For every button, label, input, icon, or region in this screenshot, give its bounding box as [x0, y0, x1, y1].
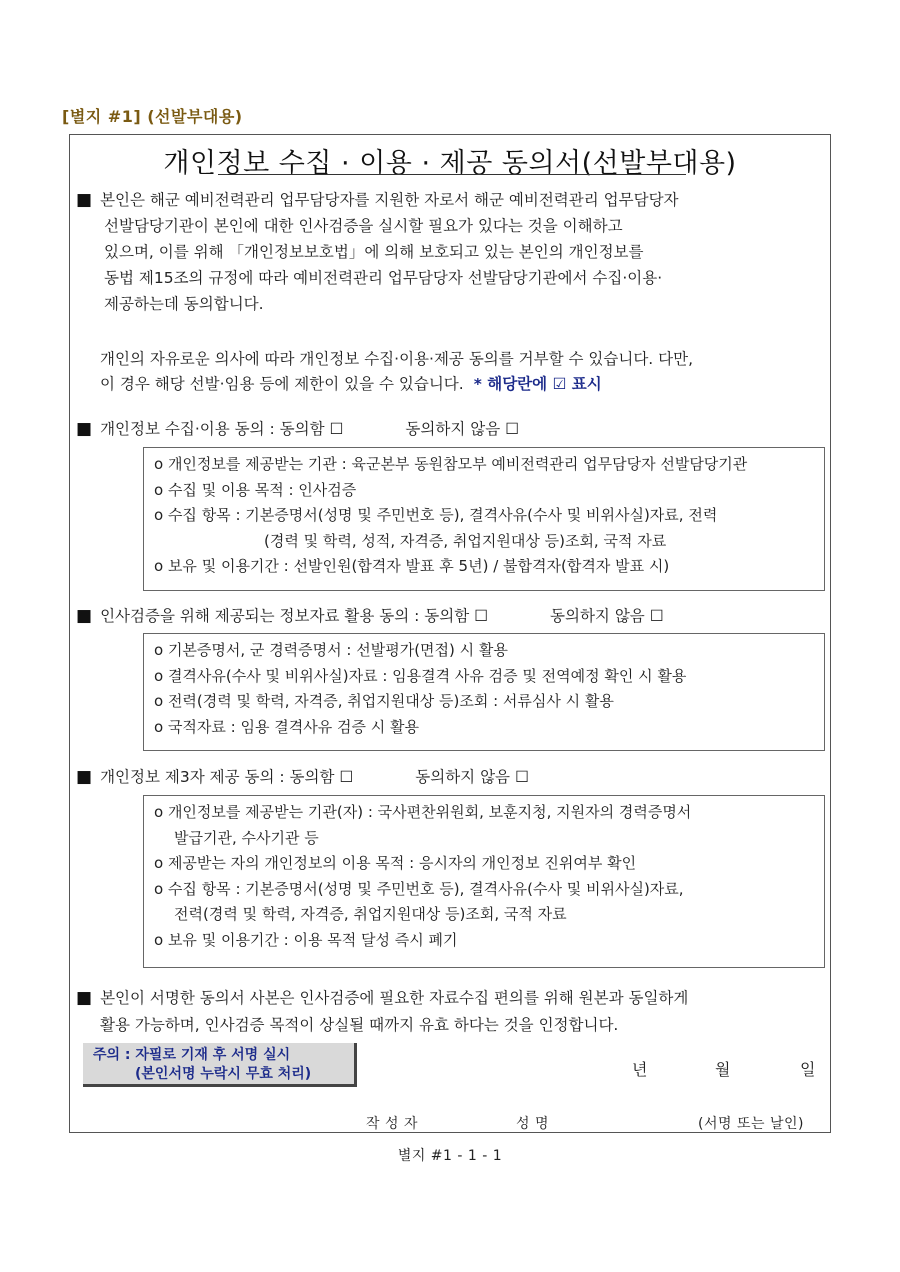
note-line: 이 경우 해당 선발·임용 등에 제한이 있을 수 있습니다. [100, 375, 464, 393]
writer-label: 작 성 자 [366, 1116, 418, 1132]
square-bullet-icon: ■ [76, 767, 93, 787]
detail-item: o 개인정보를 제공받는 기관 : 육군본부 동원참모부 예비전력관리 업무담당자 선발담당기관 [154, 455, 748, 473]
agree-checkbox[interactable]: 인사검증을 위해 제공되는 정보자료 활용 동의 : 동의함 ☐ [100, 607, 489, 625]
intro-line: 동법 제15조의 규정에 따라 예비전력관리 업무담당자 선발담당기관에서 수집·이용· [104, 269, 663, 287]
square-bullet-icon: ■ [76, 606, 93, 626]
signature-field[interactable]: (서명 또는 날인) [698, 1116, 804, 1132]
detail-item: o 국적자료 : 임용 결격사유 검증 시 활용 [154, 717, 419, 736]
section-third-party-consent [76, 765, 529, 789]
intro-paragraph [76, 187, 679, 317]
third-party-details-box [143, 795, 825, 968]
consent-form [69, 134, 831, 1133]
section-verification-consent [76, 604, 664, 628]
detail-item: o 제공받는 자의 개인정보의 이용 목적 : 응시자의 개인정보 진위여부 확인 [154, 854, 637, 872]
caution-line: 주의 : 자필로 기재 후 서명 실시 [93, 1047, 291, 1063]
detail-item: o 보유 및 이용기간 : 선발인원(합격자 발표 후 5년) / 불합격자(합격자 발표 시) [154, 557, 670, 575]
final-statement [76, 985, 688, 1039]
refusal-note [100, 347, 693, 397]
check-hint: * 해당란에 ☑ 표시 [473, 375, 602, 393]
square-bullet-icon: ■ [76, 190, 93, 210]
final-line: 활용 가능하며, 인사검증 목적이 상실될 때까지 유효 하다는 것을 인정합니다. [100, 1016, 619, 1034]
intro-line: 본인은 해군 예비전력관리 업무담당자를 지원한 자로서 해군 예비전력관리 업무담당자 [100, 191, 679, 209]
form-title: 개인정보 수집 · 이용 · 제공 동의서(선발부대용) [163, 148, 737, 179]
appendix-label: [별지 #1] (선발부대용) [62, 107, 243, 126]
caution-box [83, 1043, 357, 1087]
title-underline [218, 174, 686, 175]
date-day-field[interactable]: 일 [800, 1060, 816, 1079]
detail-item: o 개인정보를 제공받는 기관(자) : 국사편찬위원회, 보훈지청, 지원자의 경력증명서 [154, 803, 692, 821]
detail-item: o 수집 항목 : 기본증명서(성명 및 주민번호 등), 결격사유(수사 및 비위사실)자료, [154, 879, 684, 898]
detail-item: o 기본증명서, 군 경력증명서 : 선발평가(면접) 시 활용 [154, 641, 508, 659]
date-year-field[interactable]: 년 [632, 1060, 648, 1079]
note-line: 개인의 자유로운 의사에 따라 개인정보 수집·이용·제공 동의를 거부할 수 있습니다. 다만, [100, 350, 694, 368]
detail-item: o 보유 및 이용기간 : 이용 목적 달성 즉시 폐기 [154, 930, 458, 949]
page-number: 별지 #1 - 1 - 1 [397, 1148, 503, 1164]
detail-item: o 전력(경력 및 학력, 자격증, 취업지원대상 등)조회 : 서류심사 시 활용 [154, 692, 614, 710]
disagree-checkbox[interactable]: 동의하지 않음 ☐ [405, 420, 519, 438]
detail-item: 전력(경력 및 학력, 자격증, 취업지원대상 등)조회, 국적 자료 [174, 905, 567, 923]
intro-line: 있으며, 이를 위해 「개인정보보호법」에 의해 보호되고 있는 본인의 개인정보를 [104, 243, 644, 261]
detail-item: (경력 및 학력, 성적, 자격증, 취업지원대상 등)조회, 국적 자료 [264, 531, 667, 550]
disagree-checkbox[interactable]: 동의하지 않음 ☐ [550, 607, 664, 625]
final-line: 본인이 서명한 동의서 사본은 인사검증에 필요한 자료수집 편의를 위해 원본과 동일하게 [100, 989, 689, 1007]
agree-checkbox[interactable]: 개인정보 수집·이용 동의 : 동의함 ☐ [100, 420, 344, 438]
disagree-checkbox[interactable]: 동의하지 않음 ☐ [415, 768, 529, 786]
intro-line: 선발담당기관이 본인에 대한 인사검증을 실시할 필요가 있다는 것을 이해하고 [104, 217, 623, 235]
intro-line: 제공하는데 동의합니다. [104, 295, 264, 313]
verification-details-box [143, 633, 825, 751]
agree-checkbox[interactable]: 개인정보 제3자 제공 동의 : 동의함 ☐ [100, 768, 354, 786]
collection-details-box [143, 447, 825, 591]
detail-item: o 수집 및 이용 목적 : 인사검증 [154, 480, 357, 499]
detail-item: o 결격사유(수사 및 비위사실)자료 : 임용결격 사유 검증 및 전역예정 확인 시 활용 [154, 666, 687, 685]
name-field[interactable]: 성 명 [516, 1116, 549, 1132]
square-bullet-icon: ■ [76, 988, 93, 1008]
detail-item: 발급기관, 수사기관 등 [174, 828, 319, 847]
caution-line: (본인서명 누락시 무효 처리) [135, 1066, 312, 1082]
section-collection-consent [76, 417, 519, 441]
square-bullet-icon: ■ [76, 419, 93, 439]
detail-item: o 수집 항목 : 기본증명서(성명 및 주민번호 등), 결격사유(수사 및 비위사실)자료, 전력 [154, 506, 718, 524]
date-month-field[interactable]: 월 [715, 1060, 731, 1079]
